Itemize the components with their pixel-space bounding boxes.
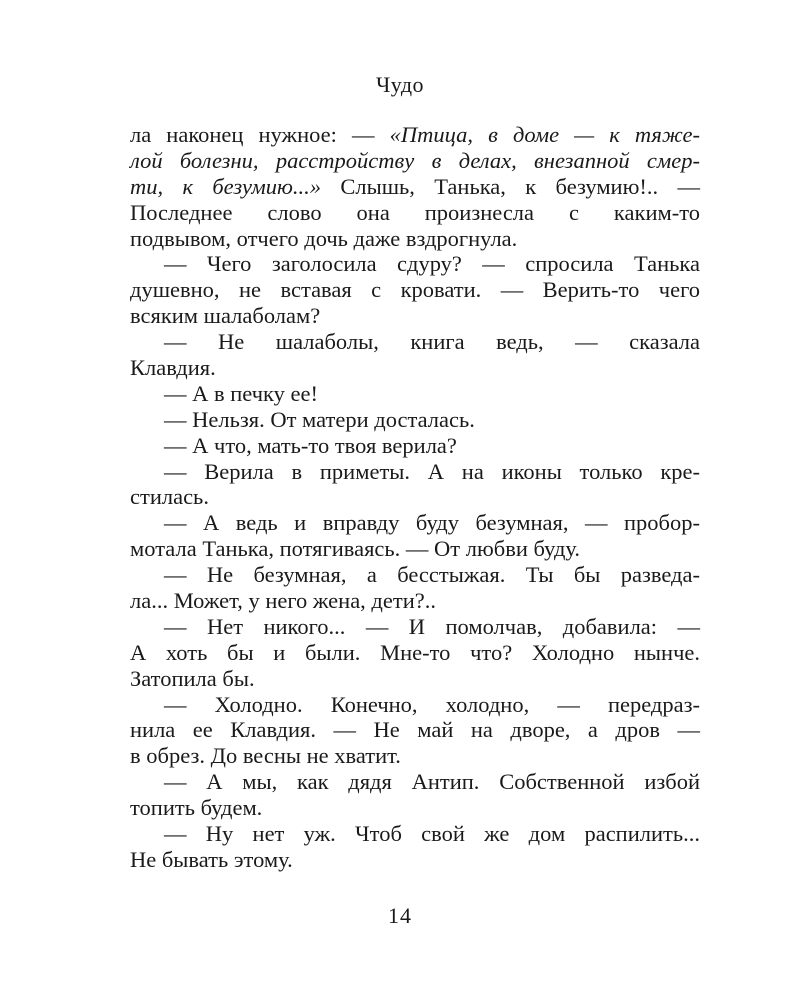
text-line — [130, 381, 700, 407]
text-line — [130, 484, 700, 510]
text-line — [130, 562, 700, 588]
italic-text-segment: «Птица, в доме — к тяже- — [389, 122, 700, 147]
text-line — [130, 148, 700, 174]
text-line — [130, 174, 700, 200]
text-line — [130, 510, 700, 536]
text-segment: топить будем. — [130, 795, 263, 821]
italic-text-segment: лой болезни, расстройству в делах, внезапной смер- — [130, 147, 700, 173]
text-line — [130, 614, 700, 640]
text-segment: мотала Танька, потягиваясь. — От любви буду. — [130, 536, 581, 562]
text-segment: — Нельзя. От матери досталась. — [164, 406, 475, 432]
text-line — [130, 355, 700, 381]
body-text — [130, 122, 700, 873]
text-line — [130, 122, 700, 148]
text-line — [130, 226, 700, 252]
text-segment: нила ее Клавдия. — Не май на дворе, а дров — — [130, 717, 700, 743]
text-segment: — А в печку ее! — [164, 380, 318, 406]
text-line — [130, 666, 700, 692]
text-line — [130, 692, 700, 718]
text-line — [130, 433, 700, 459]
text-segment: — Ну нет уж. Чтоб свой же дом распилить... — [164, 821, 700, 847]
text-segment: Затопила бы. — [130, 665, 255, 691]
text-segment: подвывом, отчего дочь даже вздрогнула. — [130, 225, 518, 251]
text-segment: ла наконец нужное: — — [130, 122, 390, 147]
text-line — [130, 303, 700, 329]
text-line — [130, 407, 700, 433]
text-segment: в обрез. До весны не хватит. — [130, 743, 401, 769]
text-segment: — А мы, как дядя Антип. Собственной избой — [164, 769, 700, 795]
text-segment: — Верила в приметы. А на иконы только кре- — [164, 458, 700, 484]
text-segment: всяким шалаболам? — [130, 303, 321, 329]
text-segment: — Холодно. Конечно, холодно, — передраз- — [164, 691, 700, 717]
text-line — [130, 821, 700, 847]
text-line — [130, 200, 700, 226]
text-segment: — Чего заголосила сдуру? — спросила Танька — [164, 251, 700, 277]
text-segment: Клавдия. — [130, 355, 216, 381]
text-line — [130, 277, 700, 303]
text-segment: — А что, мать-то твоя верила? — [164, 432, 457, 458]
text-line — [130, 588, 700, 614]
text-line — [130, 769, 700, 795]
text-segment: Последнее слово она произнесла с каким-то — [130, 199, 700, 225]
page-number: 14 — [388, 903, 412, 928]
text-segment: Не бывать этому. — [130, 846, 293, 872]
text-segment: Слышь, Танька, к безумию!.. — — [321, 173, 700, 199]
text-line — [130, 847, 700, 873]
text-line — [130, 251, 700, 277]
text-line — [130, 717, 700, 743]
text-line — [130, 329, 700, 355]
text-line — [130, 536, 700, 562]
text-segment: — А ведь и вправду буду безумная, — пробор- — [164, 510, 700, 536]
text-segment: душевно, не вставая с кровати. — Верить-то чего — [130, 277, 700, 303]
text-line — [130, 743, 700, 769]
text-segment: ла... Может, у него жена, дети?.. — [130, 588, 436, 614]
text-segment: — Нет никого... — И помолчав, добавила: — — [164, 613, 700, 639]
italic-text-segment: ти, к безумию...» — [130, 173, 321, 199]
text-segment: стилась. — [130, 484, 209, 510]
text-segment: А хоть бы и были. Мне-то что? Холодно нынче. — [130, 639, 700, 665]
text-segment: — Не безумная, а бесстыжая. Ты бы разведа- — [164, 562, 700, 588]
text-line — [130, 459, 700, 485]
text-segment: — Не шалаболы, книга ведь, — сказала — [164, 329, 700, 355]
running-head: Чудо — [375, 72, 425, 97]
text-line — [130, 795, 700, 821]
text-line — [130, 640, 700, 666]
